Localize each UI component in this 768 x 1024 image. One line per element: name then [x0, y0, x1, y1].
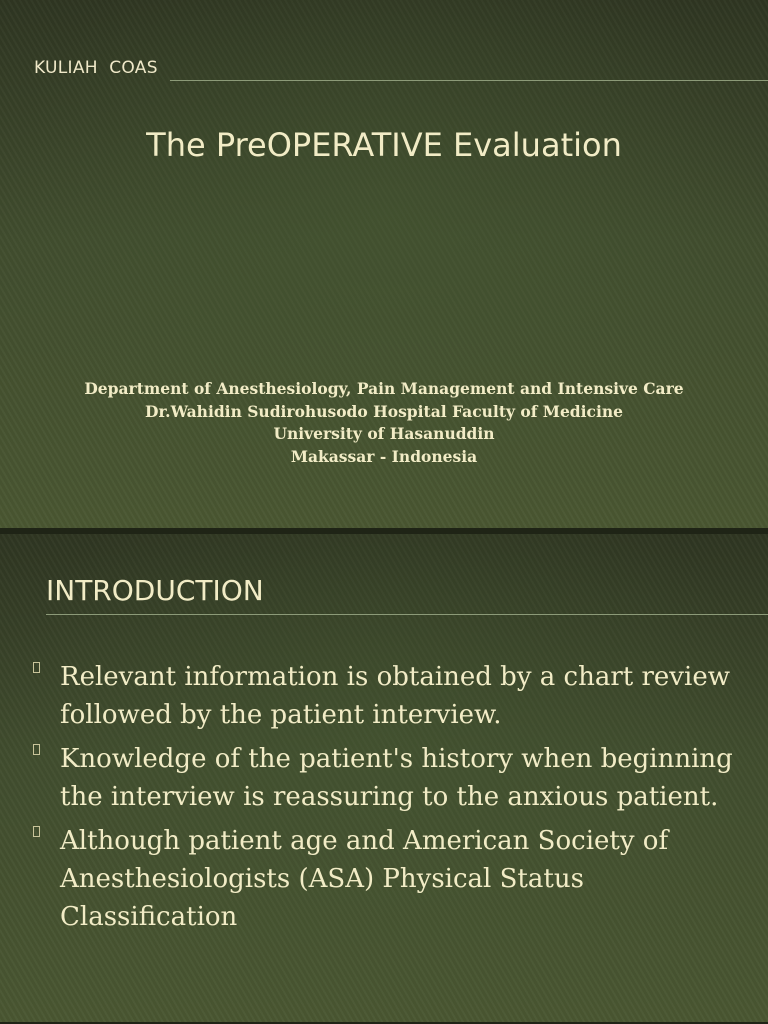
bullet-icon: [33, 662, 40, 673]
affiliation-university: University of Hasanuddin: [273, 424, 495, 443]
slide-title: The PreOPERATIVE Evaluation: [146, 126, 622, 164]
kicker-divider: [170, 80, 768, 81]
bullet-list: [0, 658, 768, 942]
heading-divider: [46, 614, 768, 615]
bullet-text: Relevant information is obtained by a chart review followed by the patient interview.: [60, 662, 730, 730]
affiliation-department: Department of Anesthesiology, Pain Management and Intensive Care: [84, 379, 684, 398]
slide-kicker: KULIAH COAS: [34, 58, 158, 78]
bullet-text: Knowledge of the patient's history when beginning the interview is reassuring to the anxious patient.: [60, 744, 733, 812]
bullet-icon: [33, 744, 40, 755]
slide-heading: INTRODUCTION: [46, 574, 264, 607]
bullet-text: Although patient age and American Society of Anesthesiologists (ASA) Physical Status Classification: [60, 826, 669, 932]
list-item: [0, 658, 768, 734]
affiliation-location: Makassar - Indonesia: [290, 446, 478, 466]
affiliation-hospital: Dr.Wahidin Sudirohusodo Hospital Faculty of Medicine: [145, 401, 623, 421]
list-item: [0, 740, 768, 816]
bullet-icon: [33, 826, 40, 837]
affiliation-block: [0, 378, 768, 468]
introduction-slide: [0, 534, 768, 1022]
list-item: [0, 822, 768, 936]
